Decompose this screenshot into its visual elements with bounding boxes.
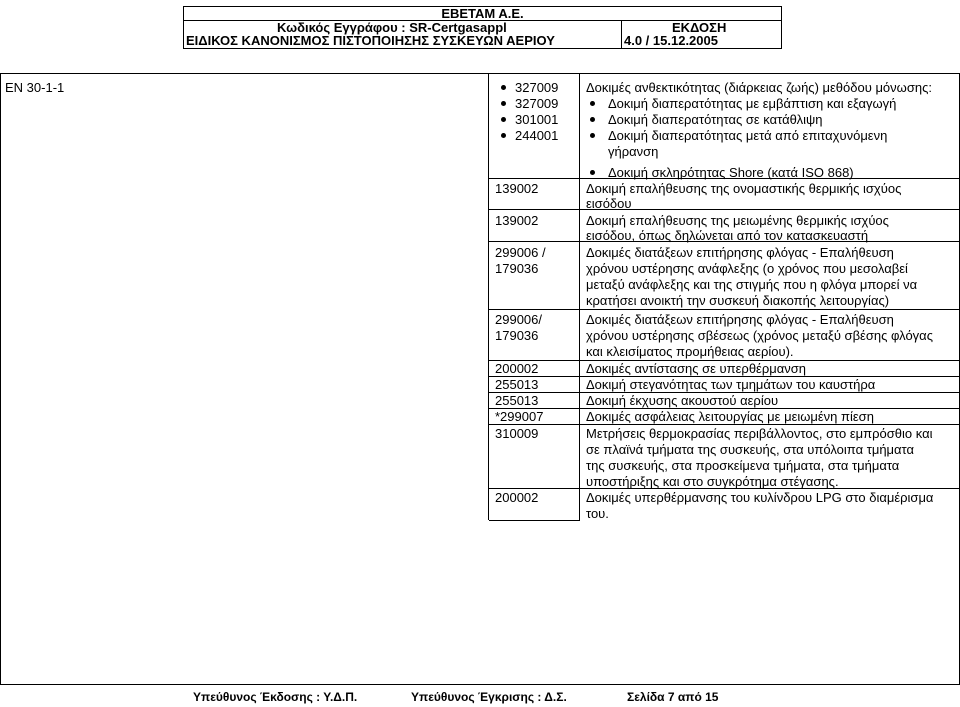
row-divider <box>489 209 959 210</box>
test-code: 299006 / <box>495 245 546 260</box>
company-name: ΕΒΕΤΑΜ Α.Ε. <box>441 6 524 21</box>
test-code: *299007 <box>495 409 544 424</box>
test-description: εισόδου <box>586 196 632 211</box>
edition-label: ΕΚΔΟΣΗ <box>672 20 727 35</box>
bullet <box>501 133 506 138</box>
bullet <box>590 133 595 138</box>
bullet <box>501 101 506 106</box>
test-code: 327009 <box>515 80 559 95</box>
test-description: Δοκιμές διατάξεων επιτήρησης φλόγας - Επαλήθευση <box>586 312 894 327</box>
column-divider-left <box>488 74 489 520</box>
test-item: Δοκιμή σκληρότητας Shore (κατά ISO 868) <box>608 165 854 180</box>
bullet <box>590 117 595 122</box>
bullet <box>501 117 506 122</box>
document-code: Κωδικός Εγγράφου : SR-Certgasappl <box>277 20 507 35</box>
test-description: και κλεισίματος προμήθειας αερίου). <box>586 344 794 359</box>
bullet <box>590 101 595 106</box>
test-description: Δοκιμή στεγανότητας των τμημάτων του καυστήρα <box>586 377 876 392</box>
bullet <box>590 170 595 175</box>
tests-table <box>0 73 960 685</box>
test-description: Δοκιμές διατάξεων επιτήρησης φλόγας - Επαλήθευση <box>586 245 894 260</box>
document-title: ΕΙΔΙΚΟΣ ΚΑΝΟΝΙΣΜΟΣ ΠΙΣΤΟΠΟΙΗΣΗΣ ΣΥΣΚΕΥΩΝ ΑΕΡΙΟΥ <box>186 33 555 48</box>
column-divider-right <box>579 74 580 520</box>
issuer-label: Υπεύθυνος Έκδοσης : Υ.Δ.Π. <box>193 690 358 704</box>
test-code: 255013 <box>495 393 539 408</box>
test-code: 179036 <box>495 328 539 343</box>
test-code: 139002 <box>495 213 539 228</box>
edition-value: 4.0 / 15.12.2005 <box>624 33 718 48</box>
test-code: 327009 <box>515 96 559 111</box>
test-item: Δοκιμή διαπερατότητας με εμβάπτιση και εξαγωγή <box>608 96 897 111</box>
test-description: κρατήσει ανοικτή την συσκευή διακοπής λειτουργίας) <box>586 293 890 308</box>
test-item: Δοκιμή διαπερατότητας μετά από επιταχυνόμενη <box>608 128 888 143</box>
test-description: του. <box>586 506 609 521</box>
header-column-divider <box>621 20 622 48</box>
test-code: 200002 <box>495 361 539 376</box>
document-footer <box>187 689 757 705</box>
test-code: 244001 <box>515 128 559 143</box>
test-description: εισόδου, όπως δηλώνεται από τον κατασκευαστή <box>586 228 869 243</box>
test-group-title: Δοκιμές ανθεκτικότητας (διάρκειας ζωής) μεθόδου μόνωσης: <box>586 80 932 95</box>
test-code: 301001 <box>515 112 559 127</box>
test-item: Δοκιμή διαπερατότητας σε κατάθλιψη <box>608 112 823 127</box>
test-description: της συσκευής, στα προσκείμενα τμήματα, στα τμήματα <box>586 458 900 473</box>
test-description: Δοκιμή επαλήθευσης της μειωμένης θερμικής ισχύος <box>586 213 889 228</box>
standard-code: EN 30-1-1 <box>5 80 65 95</box>
test-item: γήρανση <box>608 144 659 159</box>
test-description: Δοκιμές ασφάλειας λειτουργίας με μειωμένη πίεση <box>586 409 874 424</box>
test-code: 179036 <box>495 261 539 276</box>
document-header <box>183 6 782 49</box>
page-number: Σελίδα 7 από 15 <box>627 690 719 704</box>
test-description: σε πλαϊνά τμήματα της συσκευής, στα υπόλοιπα τμήματα <box>586 442 915 457</box>
row-divider <box>489 309 959 310</box>
test-code: 139002 <box>495 181 539 196</box>
test-description: χρόνου υστέρησης σβέσεως (χρόνος μεταξύ σβέσης φλόγας <box>586 328 933 343</box>
bullet <box>501 85 506 90</box>
row-divider <box>489 520 580 521</box>
test-description: χρόνου υστέρησης ανάφλεξης (ο χρόνος που μεσολαβεί <box>586 261 908 276</box>
test-description: Δοκιμή έκχυσης ακουστού αερίου <box>586 393 779 408</box>
test-description: Μετρήσεις θερμοκρασίας περιβάλλοντος, στο εμπρόσθιο και <box>586 426 933 441</box>
test-code: 299006/ <box>495 312 542 327</box>
approver-label: Υπεύθυνος Έγκρισης : Δ.Σ. <box>411 690 567 704</box>
test-description: υποστήριξης και στο συγκρότημα στέγασης. <box>586 474 839 489</box>
test-description: Δοκιμές αντίστασης σε υπερθέρμανση <box>586 361 807 376</box>
test-code: 200002 <box>495 490 539 505</box>
test-description: μεταξύ ανάφλεξης και της στιγμής που η φλόγα μπορεί να <box>586 277 918 292</box>
test-code: 255013 <box>495 377 539 392</box>
test-description: Δοκιμή επαλήθευσης της ονομαστικής θερμικής ισχύος <box>586 181 902 196</box>
test-description: Δοκιμές υπερθέρμανσης του κυλίνδρου LPG στο διαμέρισμα <box>586 490 934 505</box>
test-code: 310009 <box>495 426 539 441</box>
